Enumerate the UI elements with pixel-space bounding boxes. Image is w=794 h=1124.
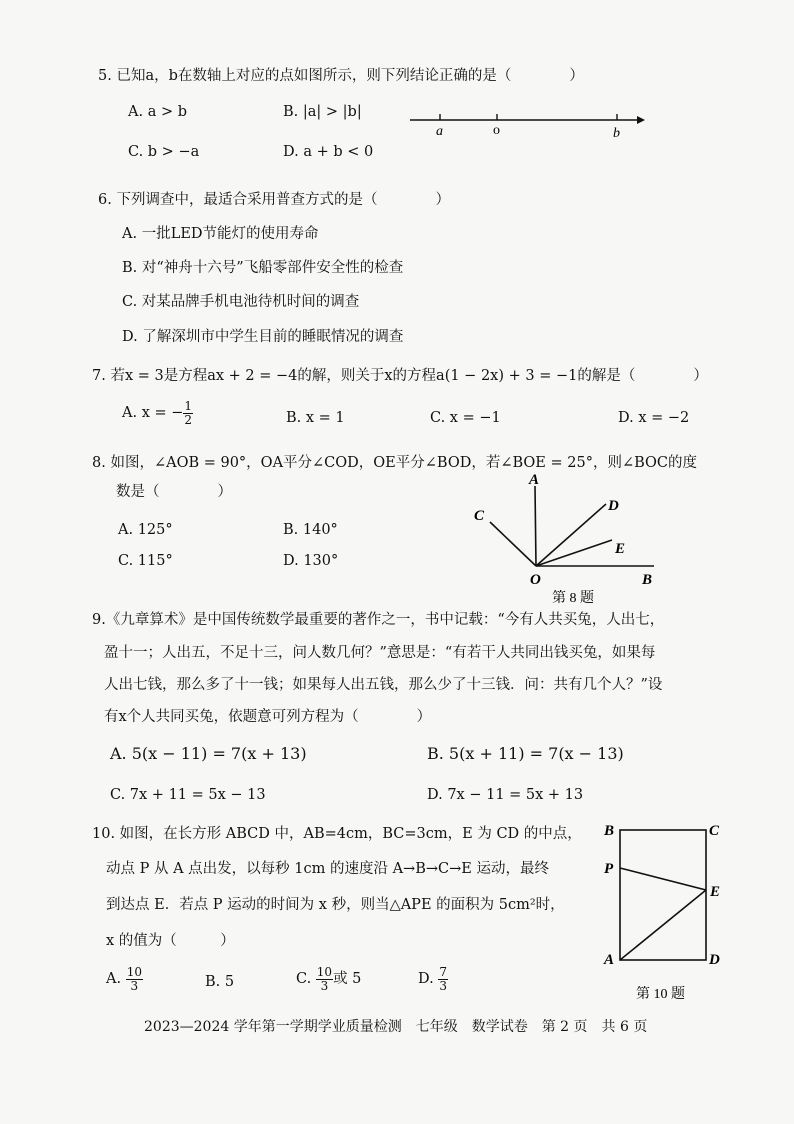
q9-stem-line3: 人出七钱，那么多了十一钱；如果每人出五钱，那么少了十三钱．问：共有几个人？”设	[104, 677, 663, 693]
q9-stem-line2: 盈十一；人出五，不足十三，问人数几何？”意思是：“有若干人共同出钱买兔，如果每	[104, 645, 656, 661]
q10-option-a-denominator: 3	[130, 979, 139, 993]
q5-option-c: C. b > −a	[128, 144, 200, 160]
q8-stem-line1: 8. 如图，∠AOB = 90°，OA平分∠COD，OE平分∠BOD，若∠BOE = 25°，则∠BOC的度	[92, 455, 698, 471]
q10-option-a-fraction	[126, 966, 143, 992]
q10-caption: 第 10 题	[636, 987, 685, 1002]
q10-option-b: B. 5	[205, 974, 235, 990]
q8-option-c: C. 115°	[118, 553, 173, 569]
rect-label-b: B	[604, 823, 615, 839]
q10-option-a-prefix: A.	[106, 971, 122, 987]
q5-stem: 5. 已知a，b在数轴上对应的点如图所示，则下列结论正确的是（ ）	[98, 68, 584, 84]
q8-caption: 第 8 题	[552, 591, 594, 606]
q10-stem-line1: 10. 如图，在长方形 ABCD 中，AB=4cm，BC=3cm，E 为 CD 的中点，	[92, 826, 582, 842]
q10-option-c-fraction	[316, 966, 333, 992]
q6-stem: 6. 下列调查中，最适合采用普查方式的是（ ）	[98, 192, 450, 208]
q7-option-a-denominator: 2	[184, 413, 193, 427]
q10-option-d-prefix: D.	[418, 971, 434, 987]
q8-stem-line2: 数是（ ）	[116, 484, 232, 500]
angle-label-a: A	[529, 472, 540, 488]
q10-option-d	[418, 966, 448, 992]
angle-label-d: D	[608, 498, 619, 514]
axis-label-b: b	[613, 126, 620, 140]
q9-stem-line4: 有x个人共同买兔，依题意可列方程为（ ）	[104, 709, 432, 725]
q10-stem-line2: 动点 P 从 A 点出发，以每秒 1cm 的速度沿 A→B→C→E 运动，最终	[106, 861, 549, 877]
q10-option-d-numerator: 7	[439, 965, 447, 979]
q9-option-c: C. 7x + 11 = 5x − 13	[110, 787, 266, 803]
q10-option-d-denominator: 3	[439, 979, 447, 993]
rect-label-d: D	[709, 952, 720, 968]
q7-option-a-numerator: 1	[184, 399, 193, 413]
q7-option-d: D. x = −2	[618, 410, 690, 426]
angle-label-e: E	[615, 541, 626, 557]
axis-label-o: o	[493, 123, 500, 138]
q9-option-a: A. 5(x − 11) = 7(x + 13)	[110, 744, 307, 763]
q10-option-c-prefix: C.	[296, 971, 312, 987]
q10-option-d-fraction	[438, 966, 448, 992]
q5-option-b: B. |a| > |b|	[283, 104, 362, 120]
q10-rectangle-figure	[596, 818, 736, 1008]
q7-option-a-fraction	[183, 400, 193, 426]
angle-label-c: C	[474, 508, 485, 524]
rect-label-a: A	[604, 952, 615, 968]
q10-option-a-numerator: 10	[126, 965, 142, 979]
angle-label-b: B	[642, 572, 653, 588]
q6-option-d: D. 了解深圳市中学生目前的睡眠情况的调查	[122, 329, 404, 345]
number-line-figure	[405, 104, 655, 140]
q7-stem: 7. 若x = 3是方程ax + 2 = −4的解，则关于x的方程a(1 − 2x) + 3 = −1的解是（ ）	[92, 368, 708, 384]
q10-option-c-suffix: 或 5	[333, 971, 362, 987]
q10-option-c-numerator: 10	[316, 965, 333, 979]
q10-option-c	[296, 966, 361, 992]
q10-stem-line4: x 的值为（ ）	[106, 933, 235, 949]
q7-option-b: B. x = 1	[286, 410, 345, 426]
q9-option-b: B. 5(x + 11) = 7(x − 13)	[427, 744, 624, 763]
q9-stem-line1: 9.《九章算术》是中国传统数学最重要的著作之一，书中记载：“今有人共买兔，人出七，	[92, 612, 665, 628]
rect-label-e: E	[710, 884, 721, 900]
axis-label-a: a	[436, 124, 443, 139]
q9-option-d: D. 7x − 11 = 5x + 13	[427, 787, 584, 803]
page-footer: 2023—2024 学年第一学期学业质量检测 七年级 数学试卷 第 2 页 共 6 页	[144, 1019, 648, 1035]
q7-option-a	[122, 400, 193, 426]
q8-option-a: A. 125°	[118, 522, 173, 538]
q7-option-c: C. x = −1	[430, 410, 501, 426]
q8-option-d: D. 130°	[283, 553, 339, 569]
q5-option-d: D. a + b < 0	[283, 144, 374, 160]
rect-label-c: C	[709, 823, 720, 839]
q5-option-a: A. a > b	[128, 104, 187, 120]
q8-option-b: B. 140°	[283, 522, 338, 538]
rect-label-p: P	[604, 861, 614, 877]
q6-option-a: A. 一批LED节能灯的使用寿命	[122, 226, 319, 242]
q6-option-b: B. 对“神舟十六号”飞船零部件安全性的检查	[122, 260, 404, 276]
q10-stem-line3: 到达点 E．若点 P 运动的时间为 x 秒，则当△APE 的面积为 5cm²时，	[106, 897, 565, 913]
q6-option-c: C. 对某品牌手机电池待机时间的调查	[122, 294, 360, 310]
q8-angle-figure	[462, 468, 672, 608]
angle-label-o: O	[530, 572, 541, 588]
q7-option-a-prefix: A. x = −	[122, 405, 184, 421]
q10-option-a	[106, 966, 143, 992]
q10-option-c-denominator: 3	[320, 979, 329, 993]
